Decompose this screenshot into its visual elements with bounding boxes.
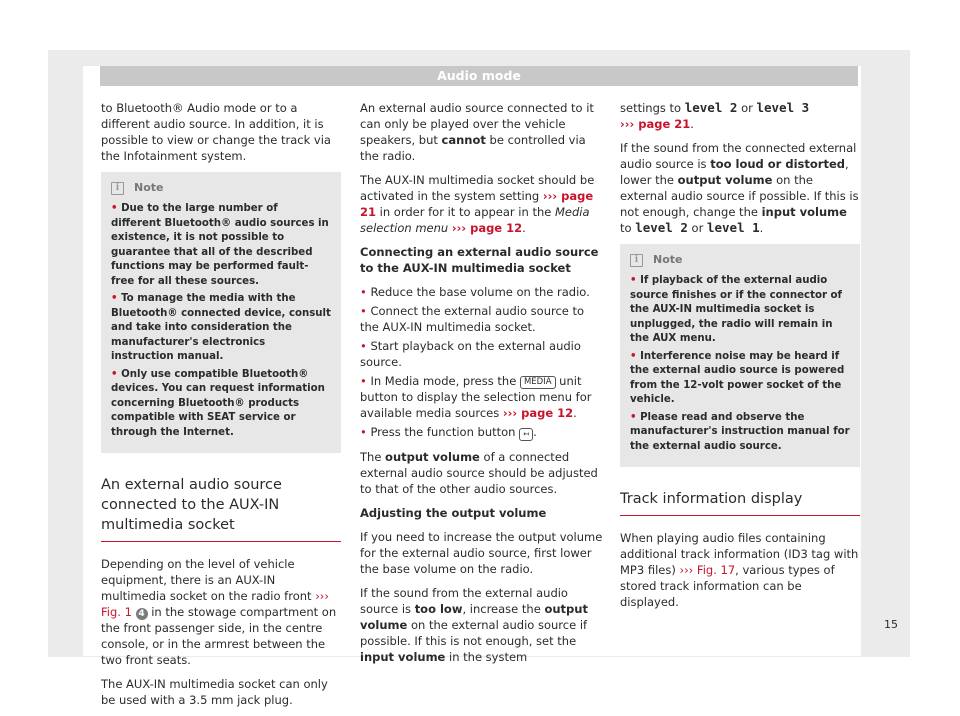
- note-title: Note: [653, 253, 683, 266]
- note-title: Note: [134, 181, 164, 194]
- bullet-icon: •: [630, 275, 637, 286]
- function-button-icon: ↤: [519, 428, 533, 441]
- bullet-icon: •: [111, 368, 118, 380]
- adjusting-subheading: Adjusting the output volume: [360, 506, 547, 520]
- playback-paragraph: An external audio source connected to it can only be played over the vehicle speakers, but cannot be controlled via the radio.: [360, 101, 594, 163]
- list-item: • Start playback on the external audio source.: [360, 339, 581, 369]
- bullet-icon: •: [111, 203, 118, 214]
- note-item: • Only use compatible Bluetooth® devices. You can request information concerning Bluetooth® products compatible with SEAT service or through the Internet.: [111, 368, 325, 438]
- bullet-icon: •: [360, 304, 367, 318]
- page-21-link[interactable]: ››› page 21: [620, 117, 691, 131]
- too-loud-paragraph: If the sound from the connected external audio source is too loud or distorted, lower the output volume on the external audio source if possible. If this is not enough, change the input volume to level 2 or level 1.: [620, 141, 859, 235]
- settings-level-paragraph: settings to level 2 or level 3 ››› page 21.: [620, 100, 810, 131]
- note-box-bluetooth: [101, 172, 341, 453]
- aux-location-paragraph: Depending on the level of vehicle equipment, there is an AUX-IN multimedia socket on the radio front ››› Fig. 1 4 in the stowage compartment on the front passenger side, in the centre console, or in the armrest between the two front seats.: [101, 557, 337, 667]
- page-21-link[interactable]: ››› page 21: [360, 189, 594, 219]
- bullet-icon: •: [630, 411, 637, 423]
- note-item: • To manage the media with the Bluetooth® connected device, consult and take into consideration the manufacturer's electronics instruction manual.: [111, 293, 331, 362]
- output-volume-paragraph: The output volume of a connected external audio source should be adjusted to that of the other audio sources.: [360, 450, 598, 496]
- track-info-paragraph: When playing audio files containing additional track information (ID3 tag with MP3 files) ››› Fig. 17, various types of stored track information can be displayed.: [620, 531, 859, 609]
- note-item: • Due to the large number of different Bluetooth® audio sources in existence, it is not possible to guarantee that all of the described functions may be performed fault-free for all these sources.: [111, 203, 329, 287]
- column-1: [101, 100, 341, 716]
- media-key: MEDIA: [520, 376, 556, 389]
- note-header: [111, 180, 331, 196]
- callout-number: 4: [136, 608, 148, 620]
- activation-paragraph: The AUX-IN multimedia socket should be activated in the system setting ››› page 21 in order for it to appear in the Media selection menu ››› page 12.: [360, 173, 595, 235]
- section-title-aux-in: An external audio source connected to the AUX-IN multimedia socket: [101, 475, 341, 542]
- bullet-icon: •: [360, 339, 367, 353]
- list-item: • In Media mode, press the MEDIA unit button to display the selection menu for available media sources ››› page 12.: [360, 374, 592, 420]
- page-12-link[interactable]: ››› page 12: [451, 221, 523, 235]
- info-icon: i: [111, 182, 124, 195]
- page-12-link[interactable]: ››› page 12: [502, 406, 574, 420]
- intro-paragraph: to Bluetooth® Audio mode or to a different audio source. In addition, it is possible to view or change the track via the Infotainment system.: [101, 101, 331, 163]
- fig-17-link[interactable]: ››› Fig. 17: [679, 563, 736, 577]
- page-number: 15: [884, 618, 898, 631]
- bullet-icon: •: [630, 350, 637, 362]
- section-title-track-info: Track information display: [620, 489, 860, 516]
- note-header: [630, 252, 850, 268]
- bullet-icon: •: [360, 374, 367, 388]
- jack-plug-paragraph: The AUX-IN multimedia socket can only be used with a 3.5 mm jack plug.: [101, 677, 328, 707]
- column-3: [620, 100, 860, 618]
- bullet-icon: •: [360, 285, 367, 299]
- connecting-subheading: Connecting an external audio source to the AUX-IN multimedia socket: [360, 245, 599, 275]
- list-item: • Reduce the base volume on the radio.: [360, 285, 590, 299]
- note-item: • If playback of the external audio source finishes or if the connector of the AUX-IN multimedia socket is unplugged, the radio will remain in the AUX menu.: [630, 275, 842, 344]
- note-box-aux: [620, 244, 860, 467]
- info-icon: i: [630, 254, 643, 267]
- list-item: • Press the function button ↤ .: [360, 425, 537, 439]
- fig-1-link[interactable]: ››› Fig. 1: [101, 589, 329, 619]
- increase-volume-paragraph: If you need to increase the output volume for the external audio source, first lower the base volume on the radio.: [360, 530, 603, 576]
- column-2: [360, 100, 603, 673]
- list-item: • Connect the external audio source to the AUX-IN multimedia socket.: [360, 304, 585, 334]
- note-item: • Interference noise may be heard if the external audio source is powered from the 12-volt power socket of the vehicle.: [630, 350, 845, 405]
- too-low-paragraph: If the sound from the external audio source is too low, increase the output volume on the external audio source if possible. If this is not enough, set the input volume in the system: [360, 586, 588, 664]
- bullet-icon: •: [360, 425, 367, 439]
- page-header: Audio mode: [100, 66, 858, 86]
- note-item: • Please read and observe the manufacturer's instruction manual for the external audio source.: [630, 411, 850, 452]
- bullet-icon: •: [111, 293, 118, 304]
